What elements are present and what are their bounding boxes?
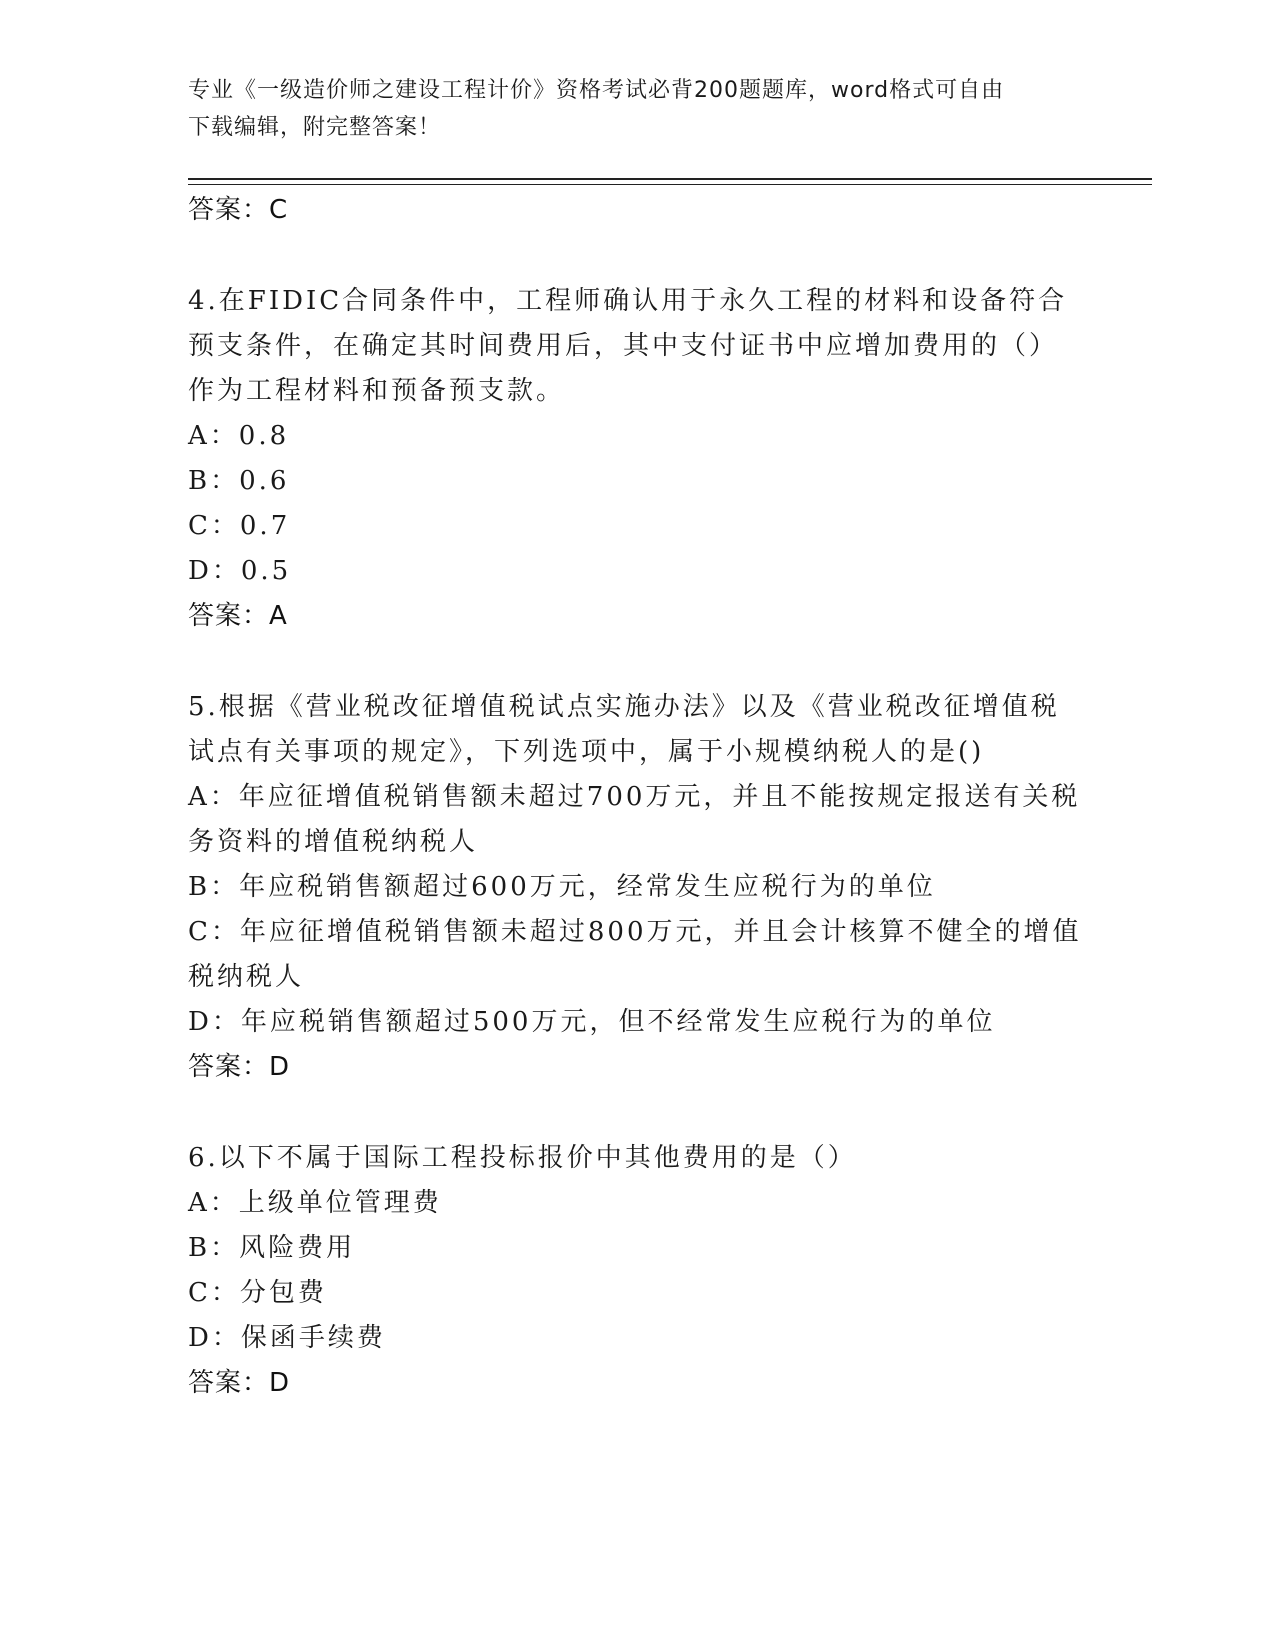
question-5-stem-line-1: 5.根据《营业税改征增值税试点实施办法》以及《营业税改征增值税 xyxy=(188,692,1060,722)
question-6-option-c: C：分包费 xyxy=(188,1278,327,1308)
question-4-option-b: B：0.6 xyxy=(188,466,290,496)
question-content xyxy=(188,188,1088,1406)
spacer xyxy=(188,639,1088,685)
question-4-answer: 答案：A xyxy=(188,601,288,631)
question-5-option-c-line-1: C：年应征增值税销售额未超过800万元，并且会计核算不健全的增值 xyxy=(188,917,1082,947)
question-4-option-a: A：0.8 xyxy=(188,421,290,451)
question-4-option-c: C：0.7 xyxy=(188,511,291,541)
question-4-stem-line-1: 4.在FIDIC合同条件中，工程师确认用于永久工程的材料和设备符合 xyxy=(188,286,1068,316)
question-5 xyxy=(188,685,1088,1090)
question-5-option-a-line-2: 务资料的增值税纳税人 xyxy=(188,827,479,857)
question-5-answer: 答案：D xyxy=(188,1052,291,1082)
spacer xyxy=(188,1090,1088,1136)
question-4-stem-line-3: 作为工程材料和预备预支款。 xyxy=(188,376,566,406)
question-6-option-a: A：上级单位管理费 xyxy=(188,1188,442,1218)
header-line-2: 下载编辑，附完整答案！ xyxy=(188,115,442,140)
question-5-option-b: B：年应税销售额超过600万元，经常发生应税行为的单位 xyxy=(188,872,936,902)
question-5-stem-line-2: 试点有关事项的规定》，下列选项中，属于小规模纳税人的是() xyxy=(188,737,985,767)
question-5-option-c-line-2: 税纳税人 xyxy=(188,962,305,992)
question-5-option-a-line-1: A：年应征增值税销售额未超过700万元，并且不能按规定报送有关税 xyxy=(188,782,1081,812)
header-line-1: 专业《一级造价师之建设工程计价》资格考试必背200题题库，word格式可自由 xyxy=(188,78,1005,103)
question-6-option-d: D：保函手续费 xyxy=(188,1323,386,1353)
question-4-option-d: D：0.5 xyxy=(188,556,292,586)
question-6 xyxy=(188,1136,1088,1406)
previous-answer: 答案：C xyxy=(188,195,289,225)
question-4 xyxy=(188,279,1088,639)
question-6-answer: 答案：D xyxy=(188,1368,291,1398)
spacer xyxy=(188,233,1088,279)
header-divider-top xyxy=(188,178,1152,180)
header-divider-bottom xyxy=(188,184,1152,185)
question-4-stem-line-2: 预支条件，在确定其时间费用后，其中支付证书中应增加费用的（） xyxy=(188,331,1059,361)
document-header xyxy=(188,72,1068,146)
question-6-option-b: B：风险费用 xyxy=(188,1233,356,1263)
question-6-stem-line-1: 6.以下不属于国际工程投标报价中其他费用的是（） xyxy=(188,1143,857,1173)
question-5-option-d: D：年应税销售额超过500万元，但不经常发生应税行为的单位 xyxy=(188,1007,996,1037)
